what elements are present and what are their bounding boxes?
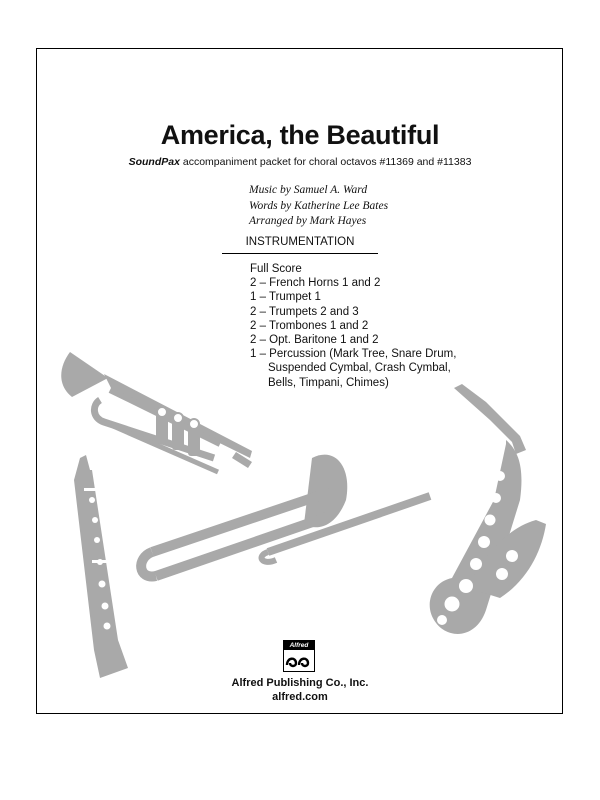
trombone-icon (141, 455, 430, 577)
instrumentation-item: 2 – Trombones 1 and 2 (250, 319, 369, 332)
instrumentation-item: 2 – Opt. Baritone 1 and 2 (250, 334, 379, 347)
instrumentation-item-continued: Suspended Cymbal, Crash Cymbal, (268, 362, 451, 375)
instrumentation-heading: INSTRUMENTATION (245, 236, 355, 248)
publisher-name: Alfred Publishing Co., Inc. (231, 677, 369, 689)
clarinet-icon (74, 455, 128, 678)
subtitle-text: accompaniment packet for choral octavos #11369 and #11383 (179, 156, 472, 168)
credit-words: Words by Katherine Lee Bates (249, 199, 389, 212)
page-title: America, the Beautiful (160, 120, 440, 150)
saxophone-icon (430, 384, 546, 634)
publisher-website: alfred.com (272, 691, 328, 703)
instrumentation-item: 2 – Trumpets 2 and 3 (250, 305, 359, 318)
instrumentation-item: 1 – Trumpet 1 (250, 291, 321, 304)
instrumentation-item: 2 – French Horns 1 and 2 (250, 277, 381, 290)
instrumentation-item: Full Score (250, 263, 302, 275)
credit-arranger: Arranged by Mark Hayes (249, 215, 367, 227)
instrumentation-item-continued: Bells, Timpani, Chimes) (268, 376, 389, 389)
alfred-logo-text: Alfred (284, 641, 314, 650)
instrumentation-item: 1 – Percussion (Mark Tree, Snare Drum, (250, 348, 457, 361)
subtitle-brand: SoundPax (128, 156, 180, 168)
credit-music: Music by Samuel A. Ward (249, 184, 368, 196)
alfred-logo (283, 640, 315, 672)
trumpet-icon (61, 352, 252, 472)
logo-mark-icon (284, 651, 313, 671)
